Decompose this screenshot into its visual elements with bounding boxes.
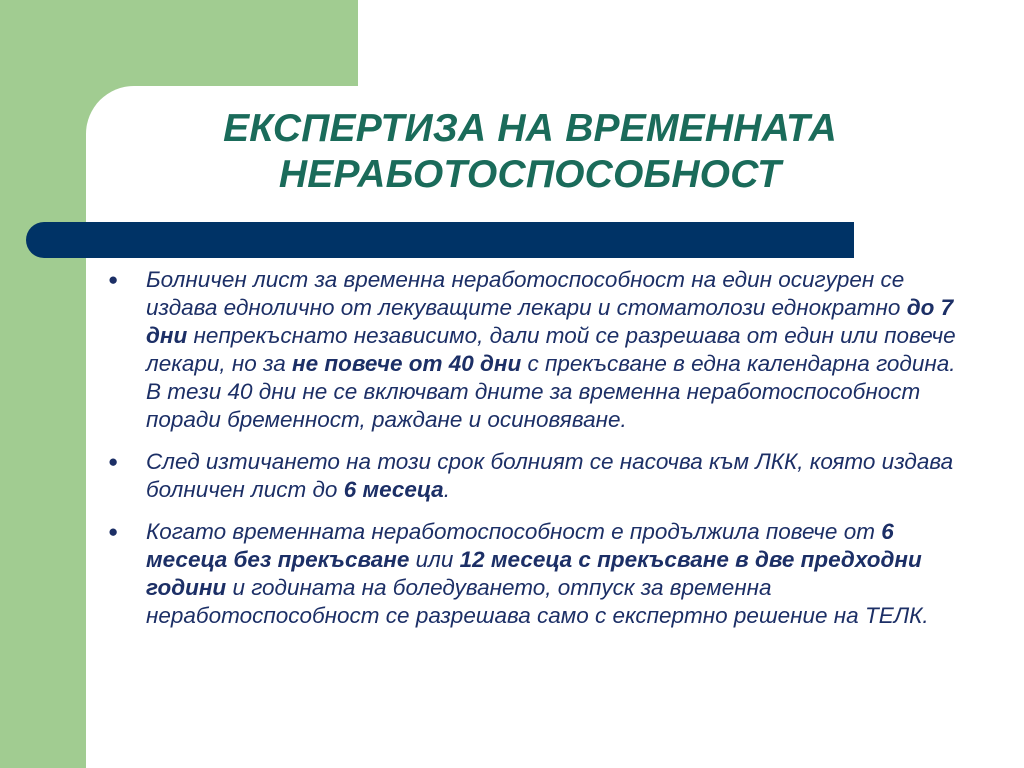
decorative-green-strip [0,0,86,768]
list-item-text [146,266,970,434]
bold-text-run: до 7 дни [146,295,954,348]
bold-text-run: 6 месеца без прекъсване [146,519,894,572]
text-run: с прекъсване в една календарна година. В тези 40 дни не се включват дните за временна неработоспособност поради бременност, раждане и осиновяване. [146,351,956,432]
bullet-list [100,266,970,644]
text-run: Когато временната неработоспособност е продължила повече от [146,519,882,544]
title-divider-bar [26,222,854,258]
bold-text-run: не повече от 40 дни [292,351,522,376]
list-item [100,518,970,630]
bold-text-run: 12 месеца с прекъсване в две предходни години [146,547,922,600]
list-item [100,448,970,504]
slide-title [130,106,930,198]
text-run: непрекъснато независимо, дали той се разрешава от един или повече лекари, но за [146,323,956,376]
text-run: или [409,547,460,572]
text-run: Болничен лист за временна неработоспособност на един осигурен се издава еднолично от лекуващите лекари и стоматолози еднократно [146,267,907,320]
slide-title-line-2: НЕРАБОТОСПОСОБНОСТ [278,153,782,196]
bullet-icon: ● [108,270,119,289]
list-item [100,266,970,434]
text-run: и годината на боледуването, отпуск за временна неработоспособност се разрешава само с експертно решение на ТЕЛК. [146,575,929,628]
bullet-icon: ● [108,452,119,471]
text-run: . [443,477,450,502]
text-run: След изтичането на този срок болният се насочва към ЛКК, която издава болничен лист до [146,449,954,502]
list-item-text [146,448,970,504]
slide-title-line-1: ЕКСПЕРТИЗА НА ВРЕМЕННАТА [223,107,837,150]
bold-text-run: 6 месеца [343,477,444,502]
bullet-icon: ● [108,522,119,541]
list-item-text [146,518,970,630]
